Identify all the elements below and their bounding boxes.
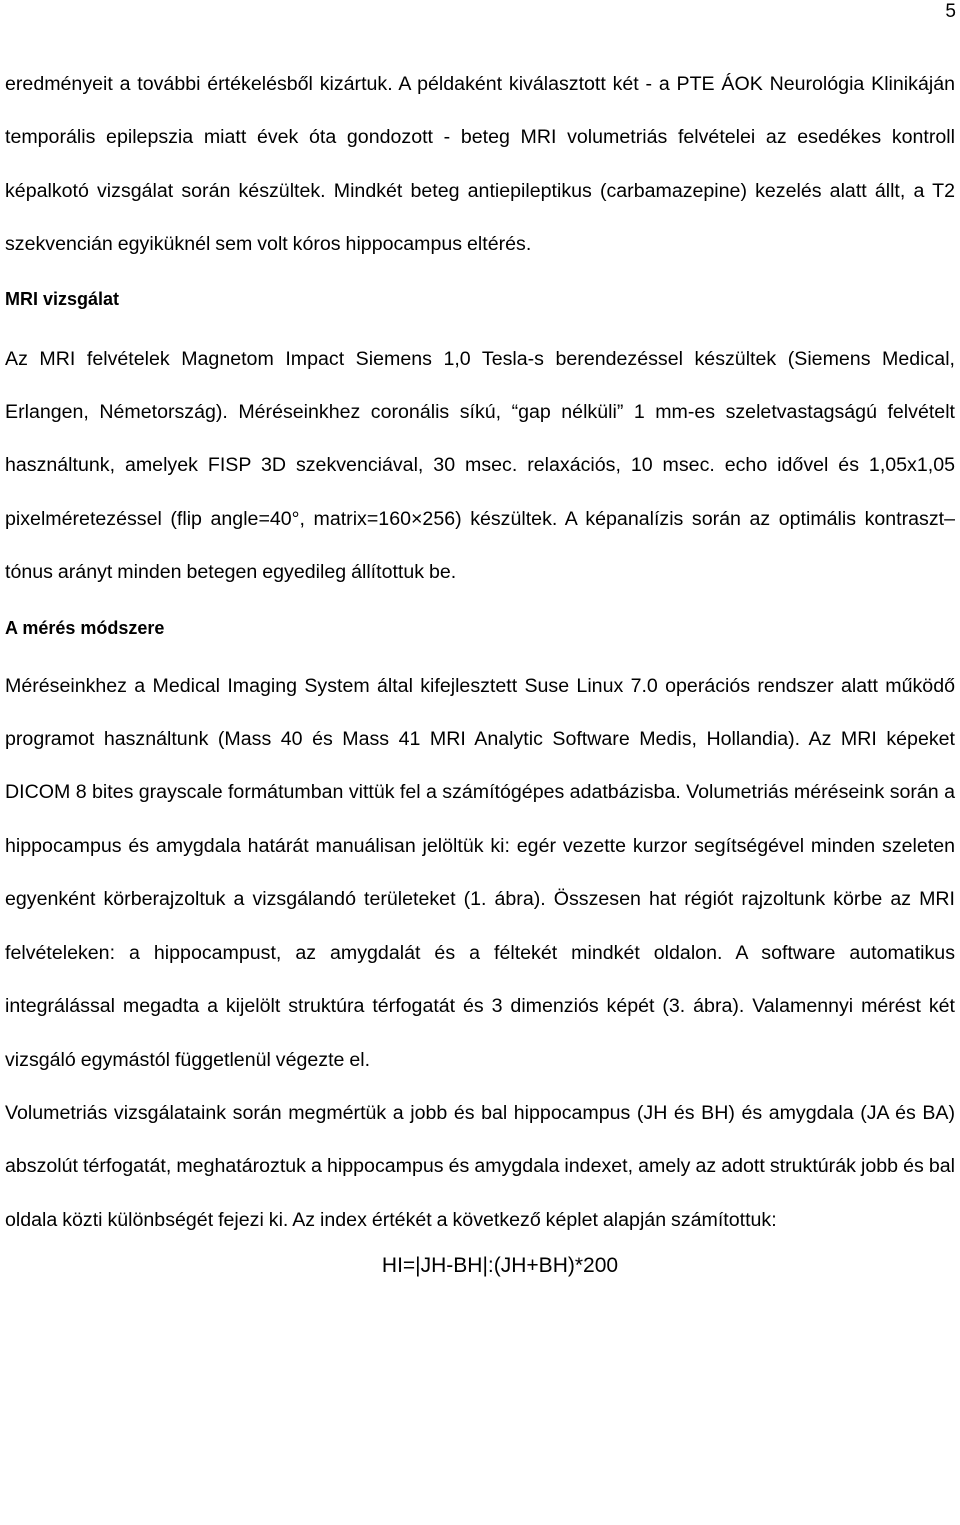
section-heading-method: A mérés módszere — [5, 617, 165, 638]
formula: HI=|JH-BH|:(JH+BH)*200 — [381, 1254, 619, 1278]
paragraph-volumetry: Volumetriás vizsgálataink során megmértük a jobb és bal hippocampus (JH és BH) és amygdala (JA és BA) abszolút térfogatát, meghatároztuk a hippocampus és amygdala indexet, amely az adott struktúrák jobb és bal oldala közti különbségét fejezi ki. Az index értékét a következő képlet alapján számítottuk: — [5, 1101, 955, 1231]
document-body — [5, 58, 955, 1279]
paragraph-method: Méréseinkhez a Medical Imaging System által kifejlesztett Suse Linux 7.0 operációs rendszer alatt működő programot használtunk (Mass 40 és Mass 41 MRI Analytic Software Medis, Hollandia). Az MRI képeket DICOM 8 bites grayscale formátumban vittük fel a számítógépes adatbázisba. Volumetriás méréseink során a hippocampus és amygdala határát manuálisan jelöltük ki: egér vezette kurzor segítségével minden szeleten egyenként körberajzoltuk a vizsgálandó területeket (1. ábra). Összesen hat régiót rajzoltunk körbe az MRI felvételeken: a hippocampust, az amygdalát és a féltekét mindkét oldalon. A software automatikus integrálással megadta a kijelölt struktúra térfogatát és 3 dimenziós képét (3. ábra). Valamennyi mérést két vizsgáló egymástól függetlenül végezte el. — [5, 674, 955, 1071]
page-number: 5 — [945, 1, 956, 22]
paragraph-intro: eredményeit a további értékelésből kizártuk. A példaként kiválasztott két - a PTE ÁOK Neurológia Klinikáján temporális epilepszia miatt évek óta gondozott - beteg MRI volumetriás felvételei az esedékes kontroll képalkotó vizsgálat során készültek. Mindkét beteg antiepileptikus (carbamazepine) kezelés alatt állt, a T2 szekvencián egyiküknél sem volt kóros hippocampus eltérés. — [5, 73, 955, 256]
paragraph-mri: Az MRI felvételek Magnetom Impact Siemens 1,0 Tesla-s berendezéssel készültek (Siemens Medical, Erlangen, Németország). Méréseinkhez coronális síkú, “gap nélküli” 1 mm-es szeletvastagságú felvételt használtunk, amelyek FISP 3D szekvenciával, 30 msec. relaxációs, 10 msec. echo idővel és 1,05x1,05 pixelméretezéssel (flip angle=40°, matrix=160×256) készültek. A képanalízis során az optimális kontraszt–tónus arányt minden betegen egyedileg állítottuk be. — [5, 347, 955, 584]
section-heading-mri: MRI vizsgálat — [5, 288, 120, 309]
